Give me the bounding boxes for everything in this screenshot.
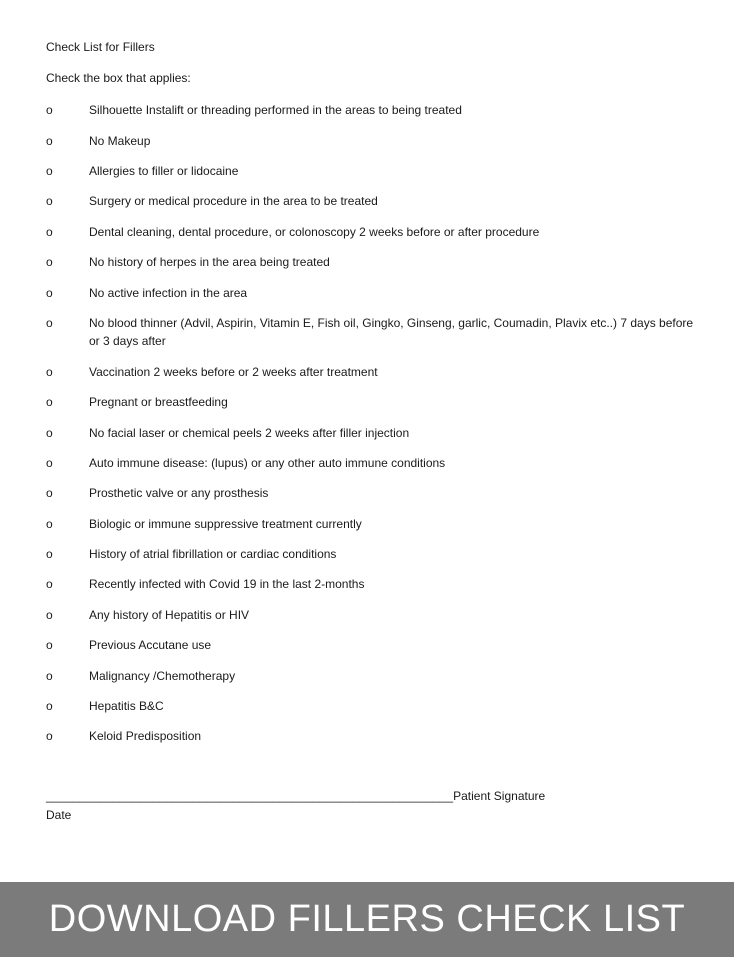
checklist-item[interactable] — [46, 667, 696, 685]
checklist-item[interactable] — [46, 393, 696, 411]
checklist-item-label: Keloid Predisposition — [89, 729, 202, 743]
checklist-item[interactable] — [46, 606, 696, 624]
checklist-item[interactable] — [46, 484, 696, 502]
checklist-item-label: Prosthetic valve or any prosthesis — [89, 486, 269, 500]
checkbox-bullet[interactable]: o — [46, 517, 53, 531]
document-instructions: Check the box that applies: — [46, 71, 191, 85]
checkbox-bullet[interactable]: o — [46, 699, 53, 713]
checklist-item[interactable] — [46, 162, 696, 180]
checklist-item[interactable] — [46, 727, 696, 745]
checklist-item-label: Any history of Hepatitis or HIV — [89, 608, 250, 622]
checkbox-bullet[interactable]: o — [46, 547, 53, 561]
checklist-item-label: No blood thinner (Advil, Aspirin, Vitamin E, Fish oil, Gingko, Ginseng, garlic, Coumadin, Plavix etc..) 7 days before or 3 days after — [89, 316, 694, 348]
checklist-item-label: Recently infected with Covid 19 in the last 2-months — [89, 577, 365, 591]
checklist-item[interactable] — [46, 424, 696, 442]
patient-signature-line[interactable] — [46, 789, 545, 804]
checklist-item-label: Previous Accutane use — [89, 638, 212, 652]
checkbox-bullet[interactable]: o — [46, 134, 53, 148]
document-title: Check List for Fillers — [46, 40, 155, 54]
checkbox-bullet[interactable]: o — [46, 164, 53, 178]
checklist-item-label: Dental cleaning, dental procedure, or colonoscopy 2 weeks before or after procedure — [89, 225, 540, 239]
checklist-item-label: History of atrial fibrillation or cardiac conditions — [89, 547, 337, 561]
checklist-item[interactable] — [46, 697, 696, 715]
checklist-item-label: Hepatitis B&C — [89, 699, 164, 713]
checklist-item[interactable] — [46, 101, 696, 119]
checkbox-bullet[interactable]: o — [46, 729, 53, 743]
checkbox-bullet[interactable]: o — [46, 486, 53, 500]
checklist-item[interactable] — [46, 545, 696, 563]
checklist-item-label: No active infection in the area — [89, 286, 248, 300]
checklist-item-label: Biologic or immune suppressive treatment currently — [89, 517, 362, 531]
checkbox-bullet[interactable]: o — [46, 316, 53, 330]
checklist-item-label: Malignancy /Chemotherapy — [89, 669, 236, 683]
checklist-item[interactable] — [46, 575, 696, 593]
checkbox-bullet[interactable]: o — [46, 255, 53, 269]
download-button-label: DOWNLOAD FILLERS CHECK LIST — [48, 898, 686, 940]
checklist-item-label: No facial laser or chemical peels 2 weeks after filler injection — [89, 426, 410, 440]
patient-signature-label: Patient Signature — [453, 789, 546, 803]
checkbox-bullet[interactable]: o — [46, 577, 53, 591]
checkbox-bullet[interactable]: o — [46, 669, 53, 683]
checkbox-bullet[interactable]: o — [46, 103, 53, 117]
checklist-item-label: No history of herpes in the area being treated — [89, 255, 330, 269]
checklist-item[interactable] — [46, 314, 696, 350]
checklist-item[interactable] — [46, 363, 696, 381]
checkbox-bullet[interactable]: o — [46, 225, 53, 239]
checklist-item[interactable] — [46, 636, 696, 654]
checklist-item[interactable] — [46, 192, 696, 210]
checklist-item-label: Allergies to filler or lidocaine — [89, 164, 239, 178]
checkbox-bullet[interactable]: o — [46, 638, 53, 652]
checkbox-bullet[interactable]: o — [46, 194, 53, 208]
checklist-item-label: Surgery or medical procedure in the area to be treated — [89, 194, 378, 208]
checklist-item-label: Vaccination 2 weeks before or 2 weeks after treatment — [89, 365, 378, 379]
checklist-item-label: No Makeup — [89, 134, 151, 148]
checkbox-bullet[interactable]: o — [46, 456, 53, 470]
checklist-item[interactable] — [46, 284, 696, 302]
checklist-item-label: Auto immune disease: (lupus) or any other auto immune conditions — [89, 456, 446, 470]
checkbox-bullet[interactable]: o — [46, 286, 53, 300]
checklist-item[interactable] — [46, 253, 696, 271]
checkbox-bullet[interactable]: o — [46, 365, 53, 379]
checklist-item[interactable] — [46, 132, 696, 150]
signature-underline: _____________________________________________________________ — [46, 789, 454, 803]
checklist-item[interactable] — [46, 454, 696, 472]
checkbox-bullet[interactable]: o — [46, 426, 53, 440]
checkbox-bullet[interactable]: o — [46, 395, 53, 409]
checklist-item-label: Silhouette Instalift or threading performed in the areas to being treated — [89, 103, 462, 117]
checklist-item[interactable] — [46, 223, 696, 241]
checklist-item[interactable] — [46, 515, 696, 533]
download-checklist-button[interactable] — [0, 882, 734, 957]
date-label: Date — [46, 808, 72, 822]
checkbox-bullet[interactable]: o — [46, 608, 53, 622]
checklist-item-label: Pregnant or breastfeeding — [89, 395, 228, 409]
